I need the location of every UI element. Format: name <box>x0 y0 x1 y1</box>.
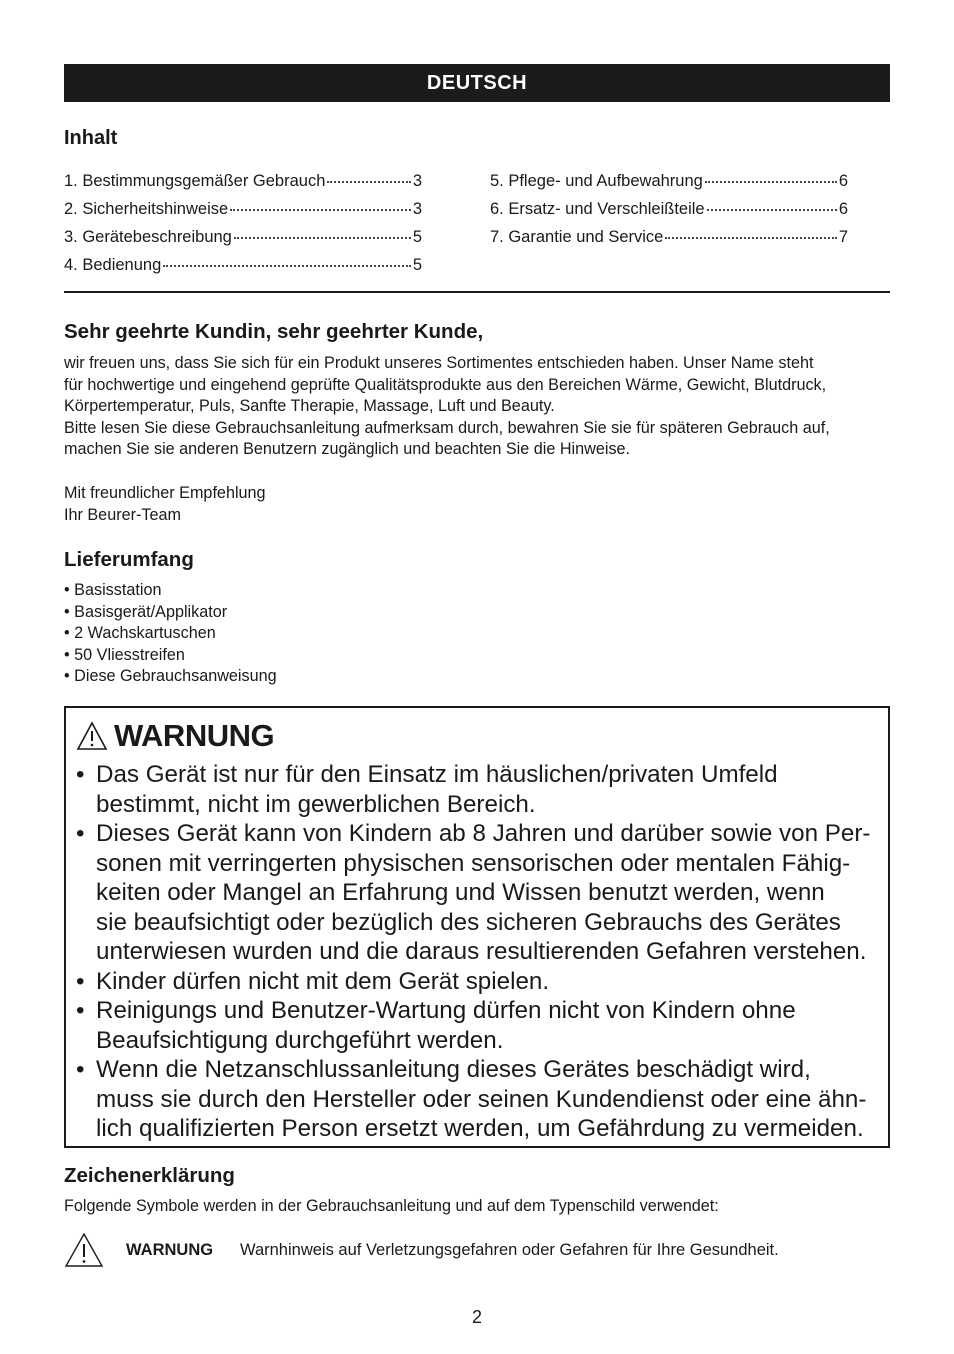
warning-line: Beaufsichtigung durchgeführt werden. <box>96 1026 504 1054</box>
greeting-intro <box>64 353 894 461</box>
warning-item <box>76 819 884 967</box>
warning-line: sie beaufsichtigt oder bezüglich des sicheren Gebrauchs des Gerätes <box>96 908 841 936</box>
toc-entry <box>490 228 848 256</box>
toc-entry-page: 3 <box>412 200 422 218</box>
delivery-list <box>64 580 277 688</box>
warning-line: Kinder dürfen nicht mit dem Gerät spielen. <box>96 967 550 995</box>
delivery-item: • 50 Vliesstreifen <box>64 645 277 667</box>
section-divider <box>64 291 890 293</box>
toc-leader-dots <box>163 263 411 267</box>
toc-entry-label: 6. Ersatz- und Verschleißteile <box>490 200 705 218</box>
toc-leader-dots <box>234 235 411 239</box>
legend-key: WARNUNG <box>126 1241 214 1259</box>
warning-line: Reinigungs und Benutzer-Wartung dürfen nicht von Kindern ohne <box>96 997 796 1024</box>
text-line: für hochwertige und eingehend geprüfte Qualitätsprodukte aus den Bereichen Wärme, Gewicht, Blutdruck, <box>64 375 827 394</box>
toc-leader-dots <box>665 235 836 239</box>
warning-item <box>76 760 884 819</box>
symbols-intro: Folgende Symbole werden in der Gebrauchsanleitung und auf dem Typenschild verwendet: <box>64 1197 719 1215</box>
warning-item <box>76 967 884 997</box>
text-line: wir freuen uns, dass Sie sich für ein Produkt unseres Sortimentes entschieden haben. Unser Name steht <box>64 354 814 372</box>
delivery-item: • Basisgerät/Applikator <box>64 602 277 624</box>
warning-item <box>76 996 884 1055</box>
toc-leader-dots <box>707 207 837 211</box>
text-line: Mit freundlicher Empfehlung <box>64 484 266 502</box>
warning-list <box>76 760 884 1144</box>
delivery-item: • 2 Wachskartuschen <box>64 623 277 645</box>
toc-entry-label: 4. Bedienung <box>64 256 162 274</box>
toc-entry <box>64 228 422 256</box>
toc-entry-label: 5. Pflege- und Aufbewahrung <box>490 172 703 190</box>
toc-entry <box>64 200 422 228</box>
toc-entry-label: 2. Sicherheitshinweise <box>64 200 229 218</box>
delivery-item: • Diese Gebrauchsanweisung <box>64 666 277 688</box>
language-label: DEUTSCH <box>426 71 528 94</box>
toc-entry <box>64 172 422 200</box>
toc-entry <box>64 256 422 284</box>
warning-triangle-icon <box>64 1232 104 1268</box>
warning-line: Wenn die Netzanschlussanleitung dieses Gerätes beschädigt wird, <box>96 1056 811 1083</box>
warning-line: bestimmt, nicht im gewerblichen Bereich. <box>96 790 536 818</box>
toc-entry <box>490 172 848 200</box>
toc-right-column <box>490 172 848 256</box>
warning-line: sonen mit verringerten physischen sensorischen oder mentalen Fähig- <box>96 849 851 877</box>
legend-description: Warnhinweis auf Verletzungsgefahren oder Gefahren für Ihre Gesundheit. <box>240 1241 779 1259</box>
warning-triangle-icon <box>76 721 108 751</box>
toc-entry-page: 6 <box>838 172 848 190</box>
warning-line: Dieses Gerät kann von Kindern ab 8 Jahren und darüber sowie von Per- <box>96 820 871 847</box>
toc-entry-label: 3. Gerätebeschreibung <box>64 228 232 246</box>
delivery-title: Lieferumfang <box>64 548 194 571</box>
toc-entry-page: 3 <box>412 172 422 190</box>
text-line: Körpertemperatur, Puls, Sanfte Therapie, Massage, Luft und Beauty. <box>64 397 555 415</box>
toc-entry-page: 5 <box>412 228 422 246</box>
toc-left-column <box>64 172 422 284</box>
symbols-title: Zeichenerklärung <box>64 1164 235 1187</box>
warning-item <box>76 1055 884 1144</box>
toc-entry-page: 5 <box>412 256 422 274</box>
toc-title: Inhalt <box>64 127 118 149</box>
toc-leader-dots <box>230 207 411 211</box>
toc-leader-dots <box>327 179 410 183</box>
greeting-signature <box>64 483 894 526</box>
text-line: Bitte lesen Sie diese Gebrauchsanleitung aufmerksam durch, bewahren Sie sie für späteren Gebrauch auf, <box>64 418 830 437</box>
warning-line: muss sie durch den Hersteller oder seinen Kundendienst oder eine ähn- <box>96 1085 867 1113</box>
language-header-bar <box>64 64 890 102</box>
toc-leader-dots <box>705 179 837 183</box>
page-number: 2 <box>471 1307 482 1327</box>
toc-entry-label: 7. Garantie und Service <box>490 228 664 246</box>
text-line: Ihr Beurer-Team <box>64 505 181 524</box>
warning-line: unterwiesen wurden und die daraus resultierenden Gefahren verstehen. <box>96 938 867 965</box>
text-line: machen Sie sie anderen Benutzern zugänglich und beachten Sie die Hinweise. <box>64 440 631 458</box>
delivery-item: • Basisstation <box>64 580 277 602</box>
toc-entry-page: 6 <box>838 200 848 218</box>
toc-entry-label: 1. Bestimmungsgemäßer Gebrauch <box>64 172 326 190</box>
warning-line: keiten oder Mangel an Erfahrung und Wissen benutzt werden, wenn <box>96 879 825 906</box>
greeting-title: Sehr geehrte Kundin, sehr geehrter Kunde, <box>64 320 484 343</box>
warning-line: Das Gerät ist nur für den Einsatz im häuslichen/privaten Umfeld <box>96 761 778 788</box>
warning-title: WARNUNG <box>114 718 275 753</box>
warning-box <box>64 706 890 1148</box>
warning-header <box>76 718 274 754</box>
toc-entry-page: 7 <box>838 228 848 246</box>
warning-line: lich qualifizierten Person ersetzt werden, um Gefährdung zu vermeiden. <box>96 1115 864 1142</box>
toc-entry <box>490 200 848 228</box>
